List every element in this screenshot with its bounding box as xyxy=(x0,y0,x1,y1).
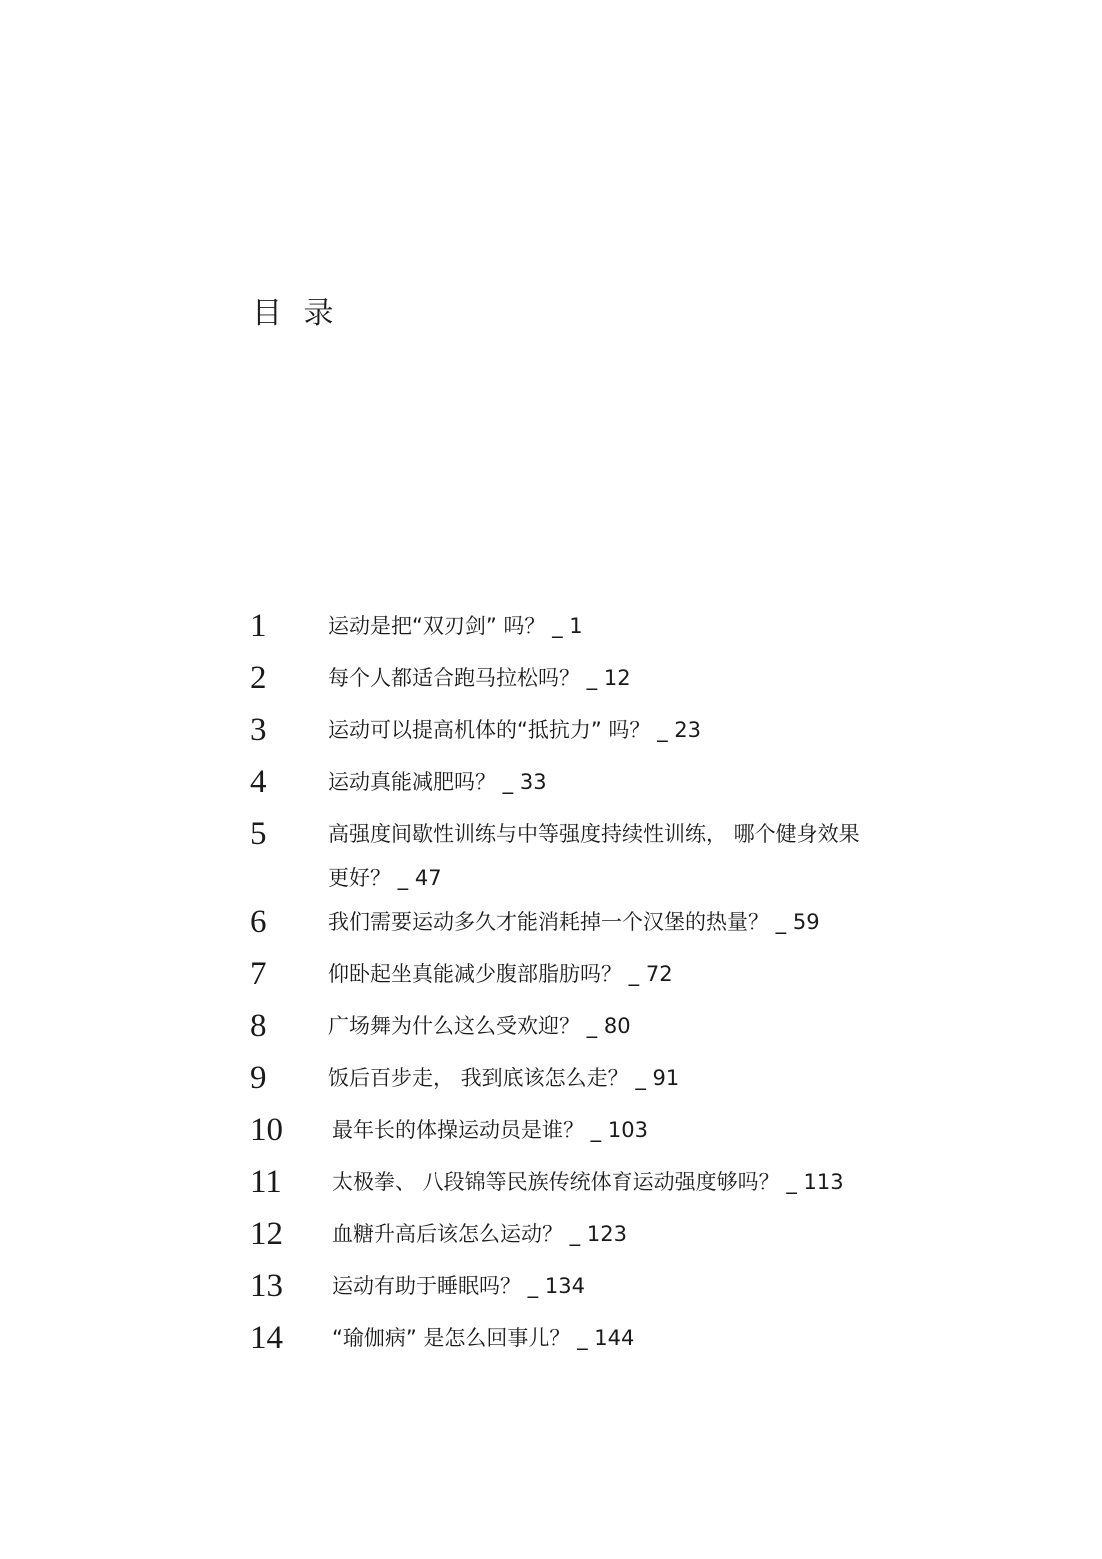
toc-entry-number: 8 xyxy=(250,1008,267,1044)
toc-entry-title-line: 运动可以提高机体的“抵抗力” 吗？ _ 23 xyxy=(328,718,702,742)
toc-entry[interactable] xyxy=(250,1264,585,1308)
toc-entry-number: 7 xyxy=(250,956,267,992)
toc-entry-number: 13 xyxy=(250,1268,283,1304)
toc-entry[interactable] xyxy=(250,1316,634,1360)
toc-entry[interactable] xyxy=(250,1212,627,1256)
toc-entry-title-line: 血糖升高后该怎么运动？ _ 123 xyxy=(332,1222,627,1246)
toc-entry-title xyxy=(250,1264,585,1308)
toc-entry-number: 5 xyxy=(250,816,267,852)
toc-entry[interactable] xyxy=(250,604,583,648)
toc-entry-title-line: 我们需要运动多久才能消耗掉一个汉堡的热量？ _ 59 xyxy=(328,910,820,934)
toc-entry-title xyxy=(250,1160,844,1204)
toc-entry[interactable] xyxy=(250,812,860,900)
toc-entry[interactable] xyxy=(250,900,820,944)
toc-entry-title xyxy=(250,900,820,944)
toc-entry-title-line: 最年长的体操运动员是谁？ _ 103 xyxy=(332,1118,648,1142)
toc-entry[interactable] xyxy=(250,1160,844,1204)
toc-entry[interactable] xyxy=(250,656,631,700)
toc-entry-title xyxy=(250,760,547,804)
page-title: 目 录 xyxy=(252,296,340,331)
toc-entry-title xyxy=(250,1316,634,1360)
toc-entry-title xyxy=(250,1108,648,1152)
toc-entry-title xyxy=(250,1056,679,1100)
toc-entry-title-line: 运动是把“双刃剑” 吗？ _ 1 xyxy=(328,614,583,638)
toc-entry-title-line: 高强度间歇性训练与中等强度持续性训练， 哪个健身效果 xyxy=(328,822,860,846)
toc-entry[interactable] xyxy=(250,1004,631,1048)
toc-entry[interactable] xyxy=(250,952,673,996)
toc-entry-number: 6 xyxy=(250,904,267,940)
toc-entry-title-line: 饭后百步走， 我到底该怎么走？ _ 91 xyxy=(328,1066,680,1090)
toc-entry-number: 14 xyxy=(250,1320,283,1356)
toc-entry-number: 3 xyxy=(250,712,267,748)
toc-entry-title-line: 运动有助于睡眠吗？ _ 134 xyxy=(332,1274,585,1298)
toc-entry[interactable] xyxy=(250,708,701,752)
toc-entry-title xyxy=(250,812,860,900)
toc-entry-title xyxy=(250,708,701,752)
toc-entry[interactable] xyxy=(250,760,547,804)
toc-entry-title xyxy=(250,1212,627,1256)
toc-entry-title-line: “瑜伽病” 是怎么回事儿？ _ 144 xyxy=(332,1326,635,1350)
toc-entry-title-line: 仰卧起坐真能减少腹部脂肪吗？ _ 72 xyxy=(328,962,673,986)
toc-entry-number: 4 xyxy=(250,764,267,800)
toc-entry-title-line: 太极拳、 八段锦等民族传统体育运动强度够吗？ _ 113 xyxy=(332,1170,844,1194)
toc-entry-number: 10 xyxy=(250,1112,283,1148)
toc-entry-title xyxy=(250,1004,631,1048)
toc-entry-title-line: 更好？ _ 47 xyxy=(328,866,442,890)
toc-entry-number: 9 xyxy=(250,1060,267,1096)
toc-entry-number: 1 xyxy=(250,608,267,644)
toc-entry-title xyxy=(250,656,631,700)
toc-entry[interactable] xyxy=(250,1108,648,1152)
toc-entry-number: 2 xyxy=(250,660,267,696)
toc-entry-number: 11 xyxy=(250,1164,282,1200)
toc-entry[interactable] xyxy=(250,1056,679,1100)
toc-entry-number: 12 xyxy=(250,1216,283,1252)
toc-entry-title xyxy=(250,604,583,648)
toc-entry-title xyxy=(250,952,673,996)
toc-entry-title-line: 每个人都适合跑马拉松吗？ _ 12 xyxy=(328,666,631,690)
toc-entry-title-line: 广场舞为什么这么受欢迎？ _ 80 xyxy=(328,1014,631,1038)
toc-entry-title-line: 运动真能减肥吗？ _ 33 xyxy=(328,770,547,794)
